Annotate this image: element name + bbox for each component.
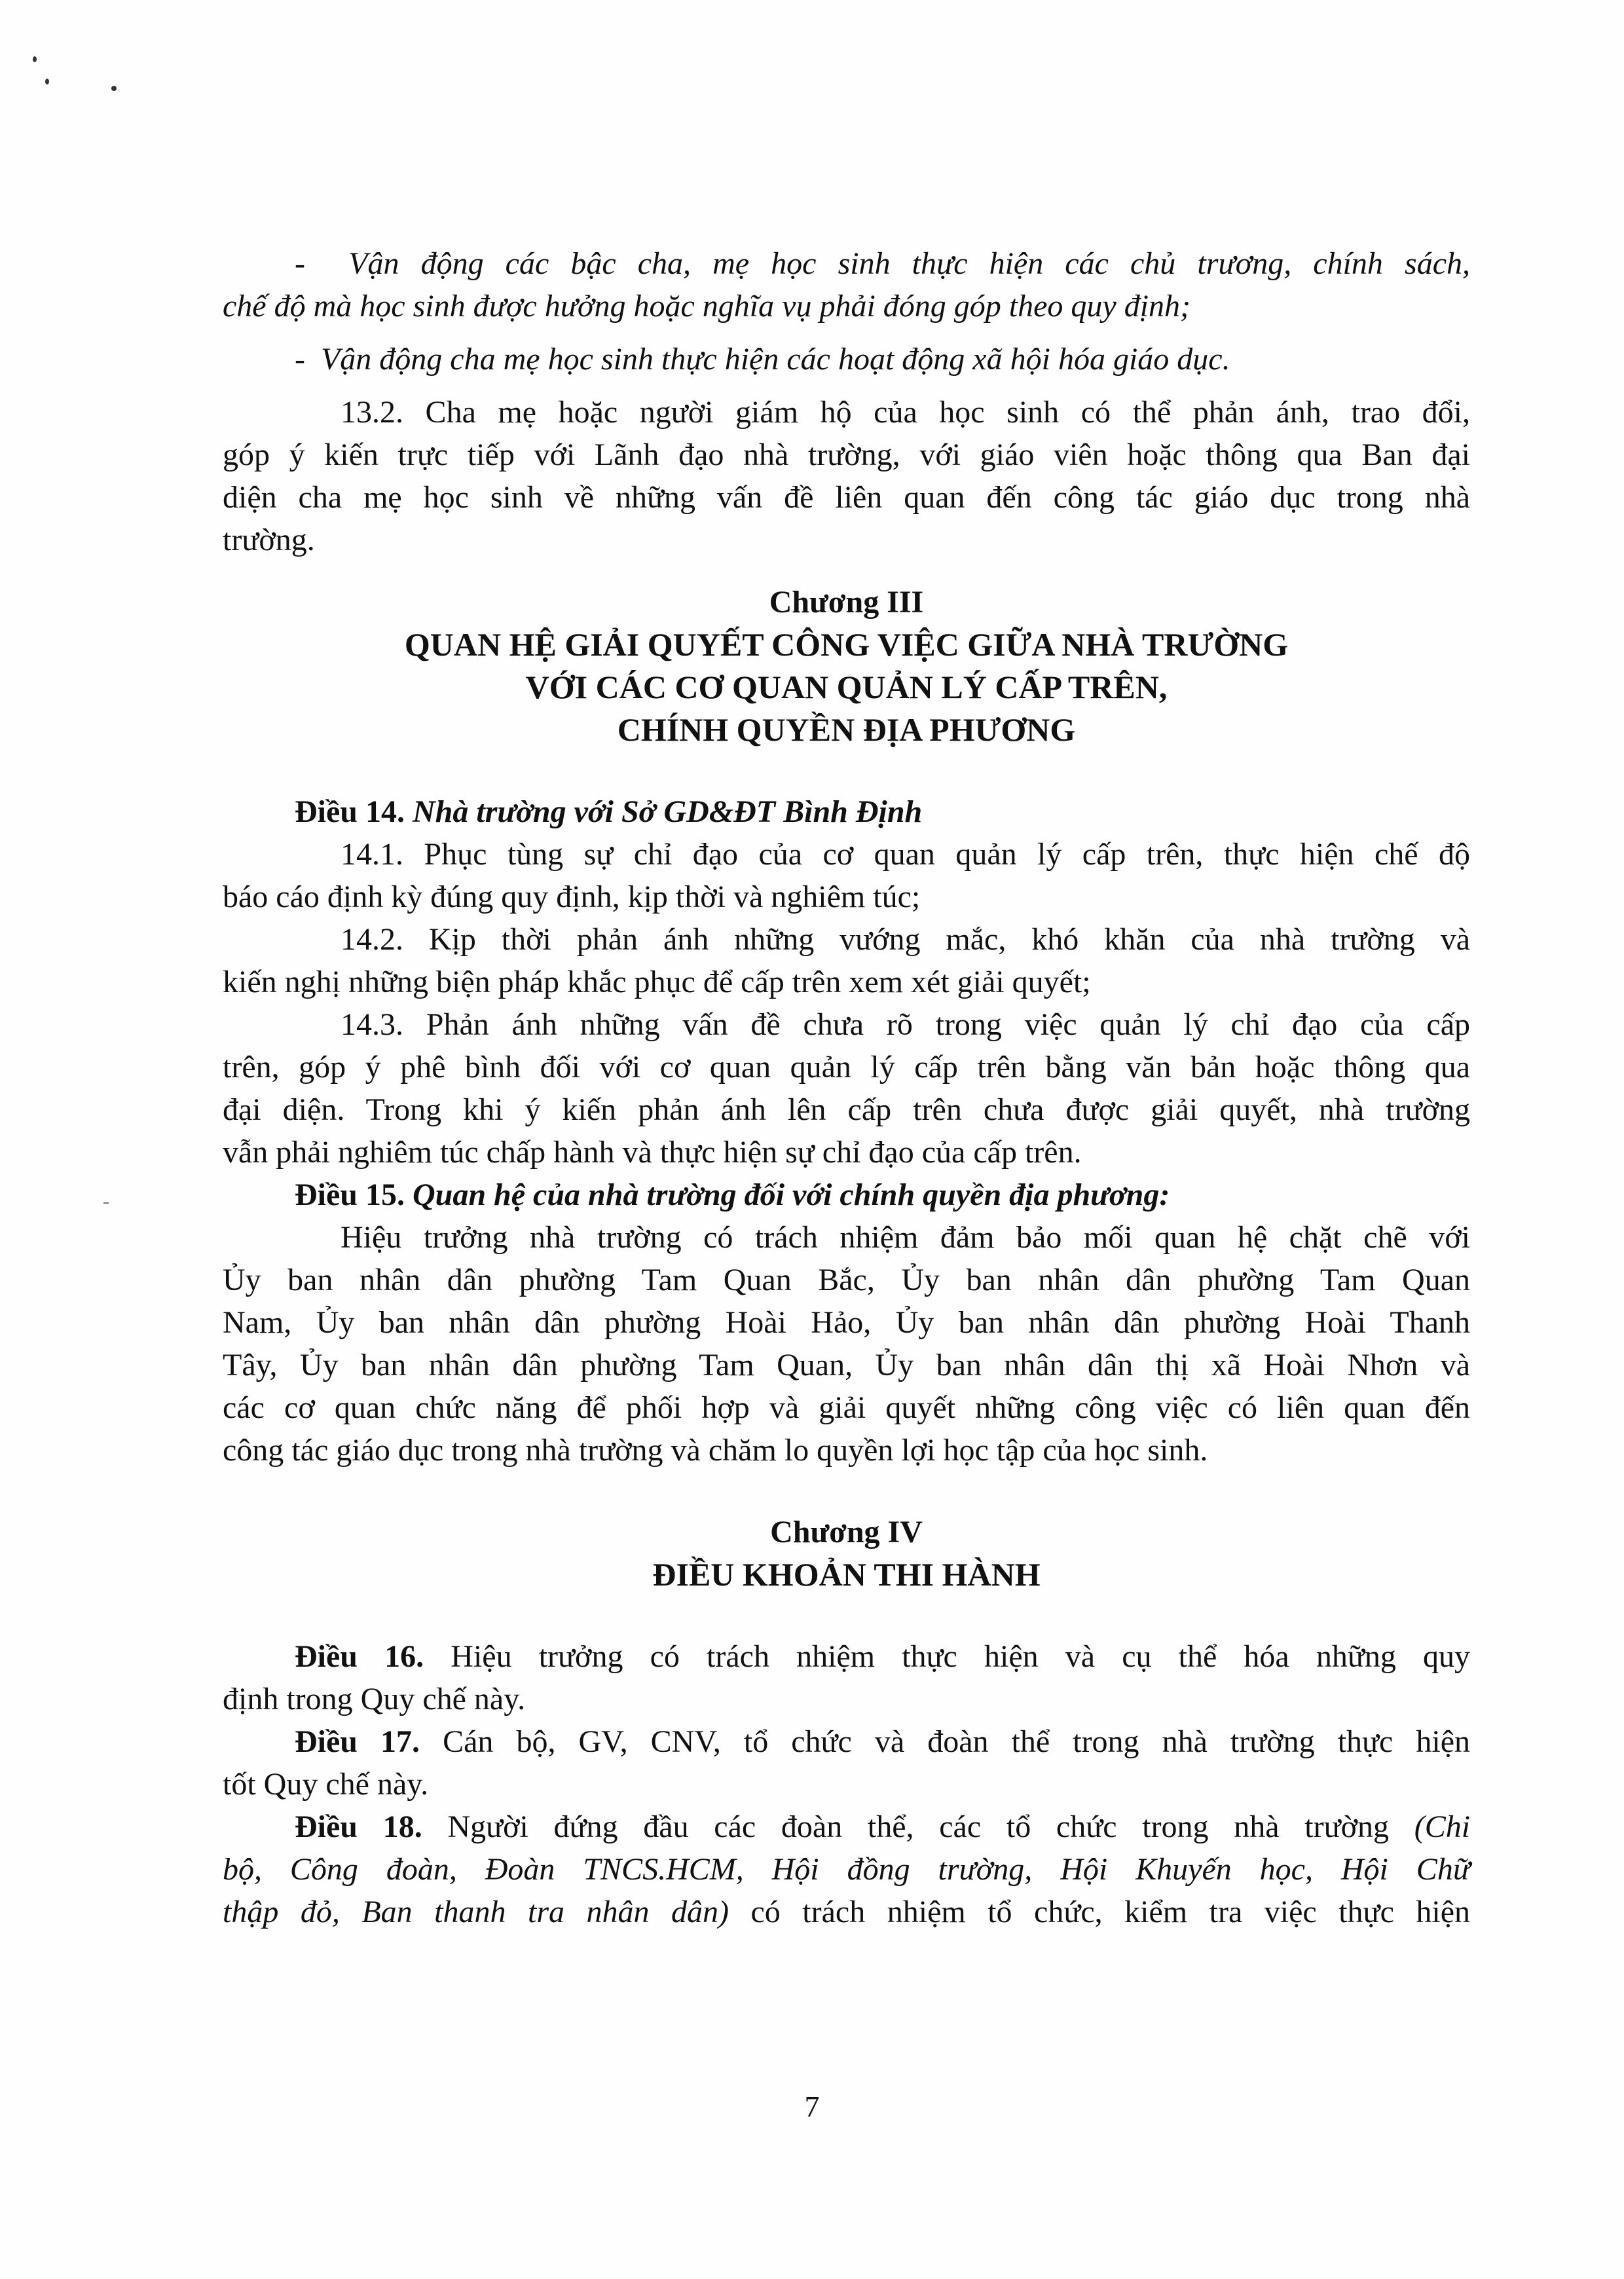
article-15-heading	[223, 1174, 1470, 1216]
bullet-item: - Vận động các bậc cha, mẹ học sinh thực hiện các chủ trương, chính sách,	[295, 246, 1470, 281]
article-15-line: Tây, Ủy ban nhân dân phường Tam Quan, Ủy ban nhân dân thị xã Hoài Nhơn và	[223, 1348, 1470, 1382]
scan-speck	[45, 79, 49, 84]
scan-mark	[103, 1202, 109, 1204]
article-14-3-line: vẫn phải nghiêm túc chấp hành và thực hiện sự chỉ đạo của cấp trên.	[223, 1135, 1082, 1170]
article-14-title: Nhà trường với Sở GD&ĐT Bình Định	[413, 794, 923, 829]
paragraph-13-2-line: diện cha mẹ học sinh về những vấn đề liên quan đến công tác giáo dục trong nhà	[223, 480, 1470, 515]
scan-specks	[0, 0, 196, 131]
bullet-item: - Vận động cha mẹ học sinh thực hiện các hoạt động xã hội hóa giáo dục.	[295, 342, 1230, 377]
article-15-line: công tác giáo dục trong nhà trường và chăm lo quyền lợi học tập của học sinh.	[223, 1433, 1208, 1468]
paragraph-13-2-line: trường.	[223, 523, 315, 557]
article-15-line: Ủy ban nhân dân phường Tam Quan Bắc, Ủy ban nhân dân phường Tam Quan	[223, 1263, 1470, 1297]
article-15-line: các cơ quan chức năng để phối hợp và giải quyết những công việc có liên quan đến	[223, 1390, 1470, 1425]
article-18-label: Điều 18.	[295, 1809, 422, 1844]
article-14-label: Điều 14.	[295, 794, 405, 829]
article-17-line: tốt Quy chế này.	[223, 1767, 429, 1802]
article-18-line: Điều 18. Người đứng đầu các đoàn thể, các tổ chức trong nhà trường (Chi	[295, 1809, 1471, 1844]
scan-speck	[33, 56, 37, 62]
page-number: 7	[804, 2090, 820, 2123]
article-17-label: Điều 17.	[295, 1724, 420, 1759]
article-17-line: Điều 17. Cán bộ, GV, CNV, tổ chức và đoàn thể trong nhà trường thực hiện	[295, 1724, 1471, 1759]
chapter-3-title: VỚI CÁC CƠ QUAN QUẢN LÝ CẤP TRÊN,	[525, 669, 1168, 705]
article-18-line: bộ, Công đoàn, Đoàn TNCS.HCM, Hội đồng trường, Hội Khuyến học, Hội Chữ	[223, 1852, 1470, 1887]
article-14-2-line: 14.2. Kịp thời phản ánh những vướng mắc, khó khăn của nhà trường và	[341, 922, 1470, 957]
chapter-4-label: Chương IV	[770, 1515, 923, 1549]
document-body	[223, 242, 1470, 1933]
article-14-heading	[223, 790, 1470, 833]
article-14-3-line: trên, góp ý phê bình đối với cơ quan quản lý cấp trên bằng văn bản hoặc thông qua	[223, 1050, 1470, 1084]
article-18-line: thập đỏ, Ban thanh tra nhân dân) có trách nhiệm tổ chức, kiểm tra việc thực hiện	[223, 1895, 1471, 1929]
article-14-3-line: đại diện. Trong khi ý kiến phản ánh lên cấp trên chưa được giải quyết, nhà trường	[223, 1092, 1470, 1127]
chapter-3-title: CHÍNH QUYỀN ĐỊA PHƯƠNG	[617, 711, 1076, 748]
scan-speck	[111, 86, 117, 91]
article-16-line: Điều 16. Hiệu trưởng có trách nhiệm thực hiện và cụ thể hóa những quy	[295, 1639, 1471, 1674]
article-14-1-line: báo cáo định kỳ đúng quy định, kịp thời và nghiêm túc;	[223, 880, 921, 914]
article-14-3-line: 14.3. Phản ánh những vấn đề chưa rõ trong việc quản lý chỉ đạo của cấp	[341, 1007, 1470, 1042]
article-15-label: Điều 15.	[295, 1177, 405, 1212]
paragraph-13-2-line: góp ý kiến trực tiếp với Lãnh đạo nhà trường, với giáo viên hoặc thông qua Ban đại	[223, 437, 1470, 472]
bullet-item-continuation: chế độ mà học sinh được hưởng hoặc nghĩa vụ phải đóng góp theo quy định;	[223, 289, 1191, 324]
bullet-marker: -	[295, 342, 305, 377]
article-14-2-line: kiến nghị những biện pháp khắc phục để cấp trên xem xét giải quyết;	[223, 965, 1091, 999]
article-14-1-line: 14.1. Phục tùng sự chỉ đạo của cơ quan quản lý cấp trên, thực hiện chế độ	[341, 837, 1470, 872]
chapter-3-label: Chương III	[769, 585, 924, 620]
chapter-3-title: QUAN HỆ GIẢI QUYẾT CÔNG VIỆC GIỮA NHÀ TRƯỜNG	[404, 626, 1289, 663]
paragraph-13-2-line: 13.2. Cha mẹ hoặc người giám hộ của học sinh có thể phản ánh, trao đổi,	[341, 395, 1470, 430]
article-16-line: định trong Quy chế này.	[223, 1682, 526, 1716]
article-15-line: Nam, Ủy ban nhân dân phường Hoài Hảo, Ủy ban nhân dân phường Hoài Thanh	[223, 1305, 1470, 1340]
article-15-line: Hiệu trưởng nhà trường có trách nhiệm đảm bảo mối quan hệ chặt chẽ với	[341, 1220, 1470, 1255]
bullet-marker: -	[295, 246, 305, 281]
chapter-4-title: ĐIỀU KHOẢN THI HÀNH	[652, 1556, 1041, 1593]
article-16-label: Điều 16.	[295, 1639, 424, 1674]
article-15-title: Quan hệ của nhà trường đối với chính quyền địa phương:	[413, 1177, 1170, 1212]
